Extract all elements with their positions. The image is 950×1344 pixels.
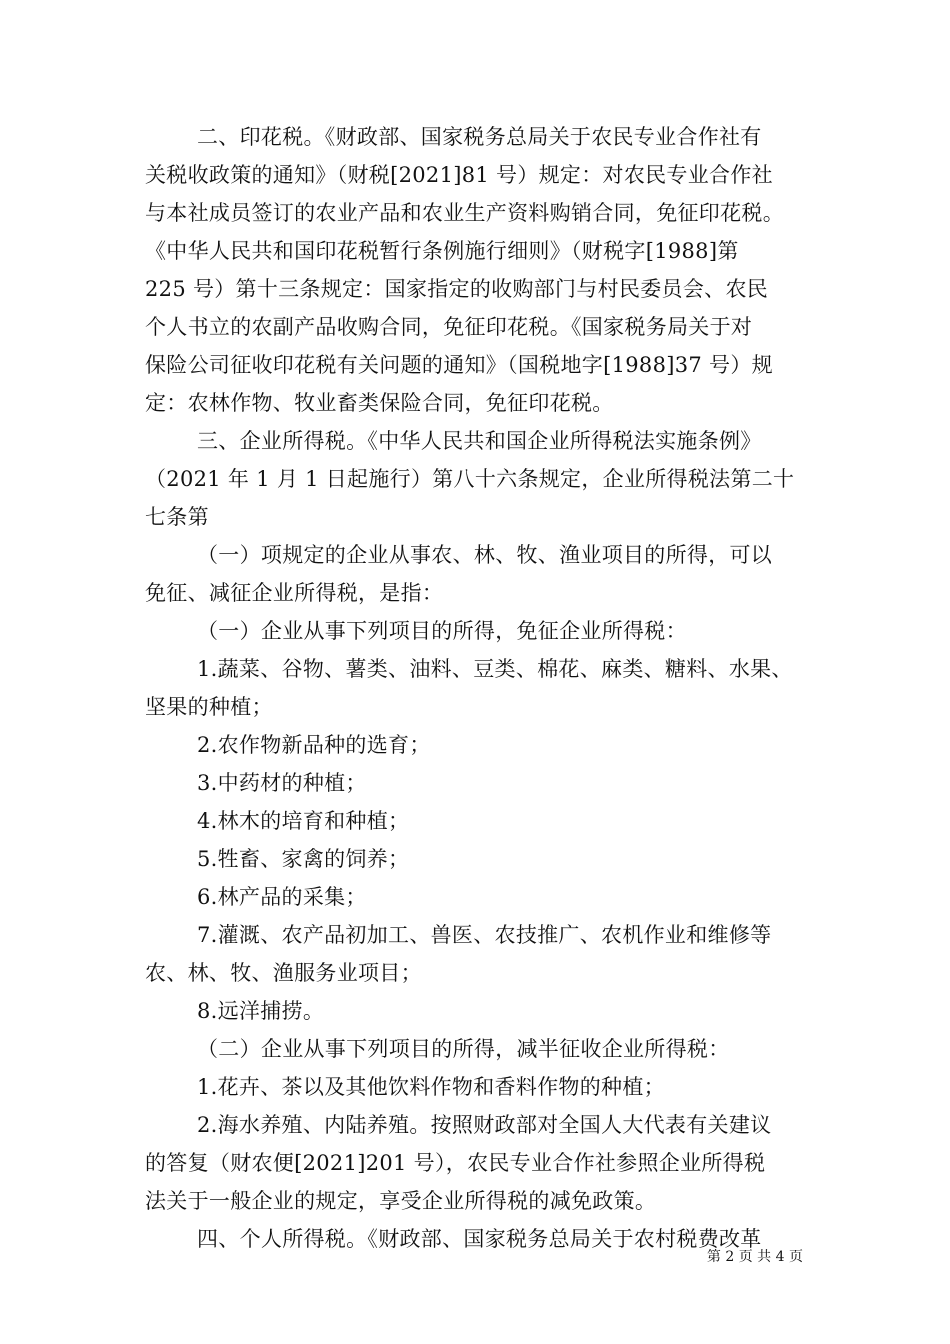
text-line: 5.牲畜、家禽的饲养；: [197, 847, 410, 871]
text-line: 坚果的种植；: [145, 695, 273, 719]
text-line: 免征、减征企业所得税，是指：: [145, 581, 444, 605]
text-line: 1.花卉、茶以及其他饮料作物和香料作物的种植；: [197, 1075, 665, 1099]
text-line: 个人书立的农副产品收购合同，免征印花税。《国家税务局关于对: [145, 315, 753, 339]
page-number: 第 2 页 共 4 页: [706, 1249, 803, 1265]
text-line: 农、林、牧、渔服务业项目；: [145, 961, 422, 985]
text-line: 四、个人所得税。《财政部、国家税务总局关于农村税费改革: [197, 1227, 762, 1251]
text-line: （一）项规定的企业从事农、林、牧、渔业项目的所得，可以: [197, 543, 773, 567]
text-line: 1.蔬菜、谷物、薯类、油料、豆类、棉花、麻类、糖料、水果、: [197, 657, 793, 681]
text-line: 定：农林作物、牧业畜类保险合同，免征印花税。: [145, 391, 614, 415]
text-line: 2.海水养殖、内陆养殖。按照财政部对全国人大代表有关建议: [197, 1113, 772, 1137]
text-line: 4.林木的培育和种植；: [197, 809, 410, 833]
text-line: （2021 年 1 月 1 日起施行）第八十六条规定，企业所得税法第二十: [145, 467, 795, 491]
text-line: 三、企业所得税。《中华人民共和国企业所得税法实施条例》: [197, 429, 762, 453]
text-line: 关税收政策的通知》（财税[2021]81 号）规定：对农民专业合作社: [145, 163, 773, 187]
text-line: 2.农作物新品种的选育；: [197, 733, 431, 757]
text-line: 6.林产品的采集；: [197, 885, 367, 909]
text-line: 与本社成员签订的农业产品和农业生产资料购销合同，免征印花税。: [145, 201, 784, 225]
text-line: 225 号）第十三条规定：国家指定的收购部门与村民委员会、农民: [145, 277, 769, 301]
text-line: （二）企业从事下列项目的所得，减半征收企业所得税：: [197, 1037, 730, 1061]
text-line: 保险公司征收印花税有关问题的通知》（国税地字[1988]37 号）规: [145, 353, 773, 377]
text-line: （一）企业从事下列项目的所得，免征企业所得税：: [197, 619, 687, 643]
text-line: 七条第: [145, 505, 209, 529]
text-line: 《中华人民共和国印花税暂行条例施行细则》（财税字[1988]第: [145, 239, 739, 263]
text-line: 法关于一般企业的规定，享受企业所得税的减免政策。: [145, 1189, 657, 1213]
text-line: 8.远洋捕捞。: [197, 999, 325, 1023]
text-line: 7.灌溉、农产品初加工、兽医、农技推广、农机作业和维修等: [197, 923, 772, 947]
text-line: 二、印花税。《财政部、国家税务总局关于农民专业合作社有: [197, 125, 762, 149]
text-line: 3.中药材的种植；: [197, 771, 367, 795]
text-line: 的答复（财农便[2021]201 号），农民专业合作社参照企业所得税: [145, 1151, 766, 1175]
